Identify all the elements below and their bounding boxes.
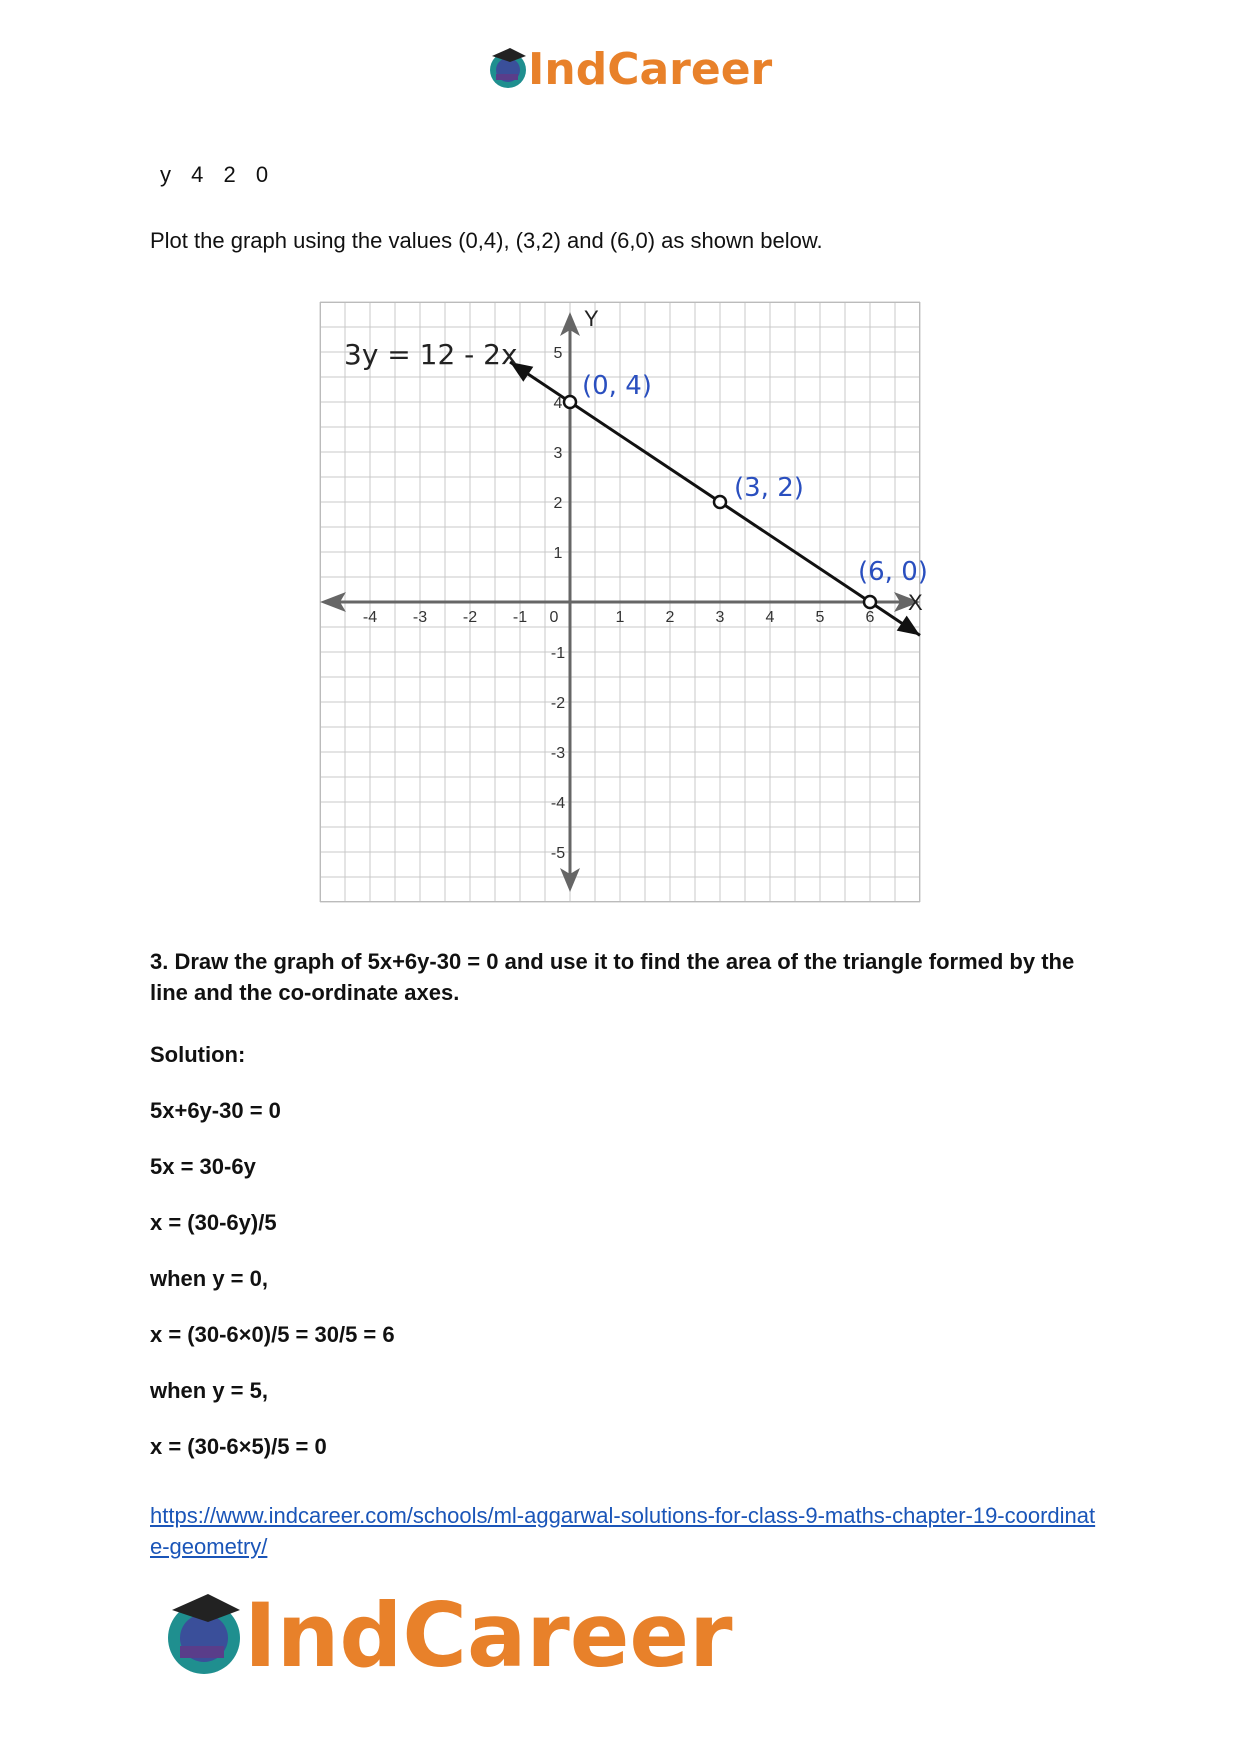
solution-step: x = (30-6×0)/5 = 30/5 = 6 (150, 1322, 395, 1347)
data-point (864, 596, 876, 608)
solution-step: when y = 5, (150, 1378, 268, 1403)
x-tick-label: 4 (765, 609, 775, 626)
x-tick-label: -4 (362, 609, 378, 626)
y-tick-label: 4 (553, 395, 563, 412)
solution-step: 5x = 30-6y (150, 1154, 256, 1179)
x-tick-label: -2 (462, 609, 478, 626)
line-graph (320, 302, 928, 902)
solution-step: 5x+6y-30 = 0 (150, 1098, 281, 1123)
logo-wordmark: IndCareer (244, 1584, 733, 1687)
indcareer-logo-top (486, 40, 773, 96)
x-tick-label: 6 (865, 609, 875, 626)
y-tick-label: 2 (553, 495, 563, 512)
point-label: (6, 0) (858, 557, 928, 587)
graduation-cap-icon (168, 1594, 240, 1674)
solution-step: x = (30-6×5)/5 = 0 (150, 1434, 327, 1459)
y-tick-label: 3 (553, 445, 563, 462)
x-tick-label: 3 (715, 609, 725, 626)
source-link[interactable]: https://www.indcareer.com/schools/ml-aggarwal-solutions-for-class-9-maths-chapter-19-coordinate-geometry/ (150, 1503, 1096, 1559)
y-axis-label: Y (584, 306, 599, 331)
question-3 (150, 946, 1090, 1008)
x-tick-label: 0 (549, 609, 559, 626)
graduation-cap-icon (490, 48, 526, 88)
logo-wordmark: IndCareer (528, 44, 773, 95)
row-value: 4 (191, 162, 204, 187)
x-tick-label: 2 (665, 609, 675, 626)
solution-heading: Solution: (150, 1042, 246, 1067)
x-axis-label: X (908, 590, 923, 615)
x-tick-label: -3 (412, 609, 428, 626)
x-tick-label: 1 (615, 609, 625, 626)
row-value: 2 (223, 162, 236, 187)
solution-step: x = (30-6y)/5 (150, 1210, 277, 1235)
x-tick-label: 5 (815, 609, 825, 626)
row-label: y (160, 162, 171, 187)
intro-text: Plot the graph using the values (0,4), (3,2) and (6,0) as shown below. (150, 228, 823, 253)
y-tick-label: 5 (553, 345, 563, 362)
question-number: 3 (150, 949, 163, 974)
x-tick-label: -1 (512, 609, 528, 626)
indcareer-logo-bottom (160, 1578, 733, 1690)
question-text: . Draw the graph of 5x+6y-30 = 0 and use it to find the area of the triangle formed by the line and the co-ordinate axes. (150, 949, 1075, 1005)
value-table-row (160, 162, 282, 188)
row-value: 0 (255, 162, 269, 187)
y-tick-label: -3 (550, 745, 566, 762)
point-label: (0, 4) (582, 371, 652, 401)
y-tick-label: -5 (550, 845, 566, 862)
solution-step: when y = 0, (150, 1266, 268, 1291)
data-point (564, 396, 576, 408)
data-point (714, 496, 726, 508)
y-tick-label: -2 (550, 695, 566, 712)
y-tick-label: -4 (550, 795, 566, 812)
y-tick-label: -1 (550, 645, 566, 662)
equation-label: 3y = 12 - 2x (344, 338, 518, 371)
line-arrow-right (897, 616, 920, 636)
point-label: (3, 2) (734, 473, 804, 503)
y-tick-label: 1 (553, 545, 563, 562)
